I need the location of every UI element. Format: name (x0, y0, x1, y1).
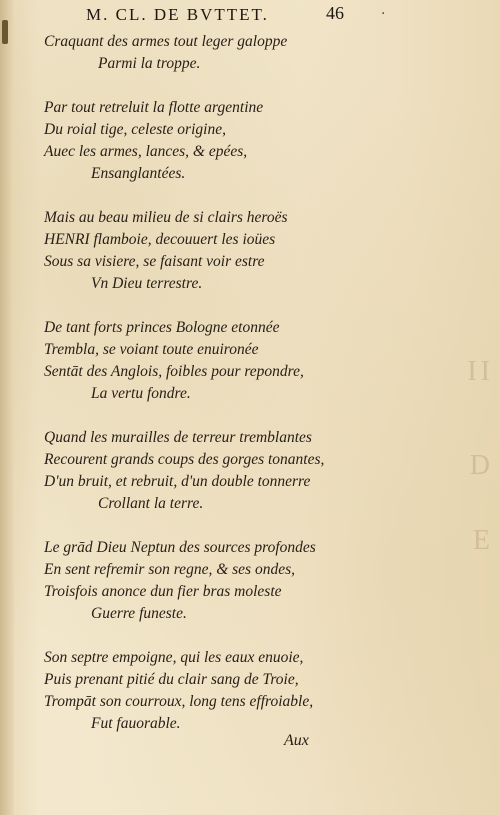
verse-line: Du roial tige, celeste origine, (44, 121, 226, 138)
verse-line: De tant forts princes Bologne etonnée (44, 319, 280, 336)
verse-line: Sentāt des Anglois, foibles pour repondre, (44, 363, 304, 380)
show-through-mark: D (469, 450, 494, 481)
verse-line: Crollant la terre. (98, 495, 204, 512)
binding-thread-mark (2, 20, 8, 44)
verse-line: HENRI flamboie, decouuert les ioües (44, 231, 276, 248)
verse-line: Auec les armes, lances, & epées, (44, 143, 248, 160)
verse-line: Troisfois anonce dun fier bras moleste (44, 583, 282, 600)
verse-line: Puis prenant pitié du clair sang de Troie, (44, 671, 299, 688)
binding-gutter (0, 0, 14, 815)
running-title: M. CL. DE BVTTET. (86, 5, 269, 24)
show-through-mark: II (467, 356, 494, 387)
show-through-mark: E (472, 525, 494, 556)
verse-line: En sent refremir son regne, & ses ondes, (44, 561, 295, 578)
verse-line: Sous sa visiere, se faisant voir estre (44, 253, 265, 270)
verse-line: Parmi la troppe. (98, 55, 201, 72)
verse-line: Trompāt son courroux, long tens effroiable, (44, 693, 314, 710)
verse-line: Par tout retreluit la flotte argentine (44, 99, 264, 116)
verse-line: La vertu fondre. (91, 385, 191, 402)
verse-line: D'un bruit, et rebruit, d'un double tonnerre (44, 473, 311, 490)
verse-line: Recourent grands coups des gorges tonantes, (44, 451, 325, 468)
verse-line: Vn Dieu terrestre. (91, 275, 203, 292)
verse-line: Trembla, se voiant toute enuironée (44, 341, 259, 358)
ink-speck: · (381, 6, 386, 22)
page-number: 46 (326, 3, 344, 23)
verse-line: Fut fauorable. (91, 715, 181, 732)
verse-line: Ensanglantées. (91, 165, 186, 182)
verse-line: Son septre empoigne, qui les eaux enuoie, (44, 649, 304, 666)
verse-line: Quand les murailles de terreur tremblantes (44, 429, 312, 446)
verse-line: Guerre funeste. (91, 605, 187, 622)
catchword: Aux (284, 732, 309, 749)
verse-line: Mais au beau milieu de si clairs heroës (44, 209, 288, 226)
verse-line: Craquant des armes tout leger galoppe (44, 33, 288, 50)
verse-line: Le grād Dieu Neptun des sources profondes (44, 539, 316, 556)
